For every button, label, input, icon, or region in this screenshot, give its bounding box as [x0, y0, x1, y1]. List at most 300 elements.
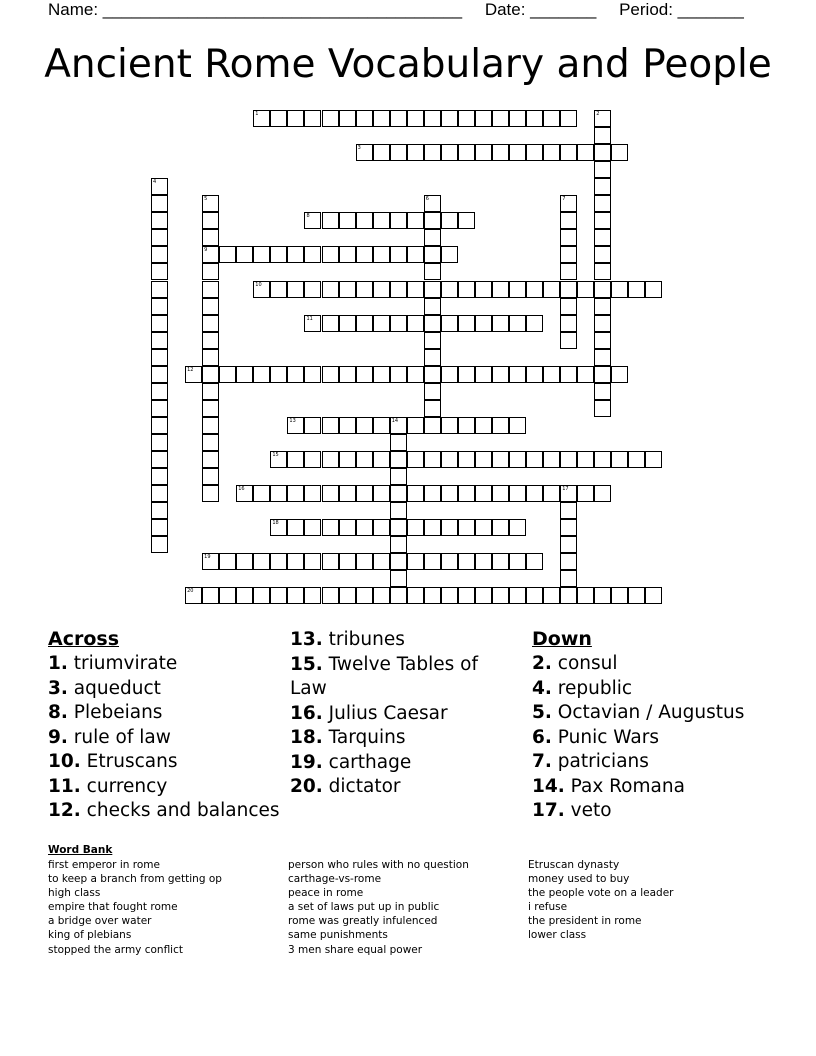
crossword-cell[interactable] — [441, 110, 458, 127]
crossword-cell[interactable] — [526, 315, 543, 332]
crossword-cell[interactable] — [475, 485, 492, 502]
crossword-cell[interactable] — [424, 417, 441, 434]
crossword-cell[interactable] — [356, 366, 373, 383]
crossword-cell[interactable] — [339, 451, 356, 468]
crossword-cell[interactable] — [322, 281, 339, 298]
crossword-cell[interactable] — [594, 349, 611, 366]
crossword-cell[interactable] — [543, 587, 560, 604]
crossword-cell[interactable] — [458, 281, 475, 298]
crossword-cell[interactable] — [594, 229, 611, 246]
crossword-cell[interactable] — [304, 485, 321, 502]
crossword-cell[interactable] — [560, 451, 577, 468]
crossword-cell[interactable] — [304, 587, 321, 604]
crossword-cell[interactable] — [543, 110, 560, 127]
crossword-cell[interactable] — [390, 468, 407, 485]
crossword-cell[interactable] — [373, 246, 390, 263]
crossword-cell[interactable] — [441, 553, 458, 570]
crossword-cell[interactable] — [475, 519, 492, 536]
crossword-cell[interactable] — [287, 417, 304, 434]
crossword-cell[interactable] — [202, 298, 219, 315]
crossword-cell[interactable] — [560, 536, 577, 553]
crossword-cell[interactable] — [458, 366, 475, 383]
crossword-cell[interactable] — [390, 536, 407, 553]
crossword-cell[interactable] — [509, 587, 526, 604]
crossword-cell[interactable] — [390, 417, 407, 434]
crossword-cell[interactable] — [424, 349, 441, 366]
crossword-cell[interactable] — [322, 315, 339, 332]
crossword-cell[interactable] — [373, 281, 390, 298]
crossword-cell[interactable] — [441, 212, 458, 229]
crossword-cell[interactable] — [373, 519, 390, 536]
crossword-cell[interactable] — [645, 451, 662, 468]
crossword-cell[interactable] — [577, 366, 594, 383]
crossword-cell[interactable] — [151, 246, 168, 263]
crossword-cell[interactable] — [492, 553, 509, 570]
crossword-cell[interactable] — [492, 485, 509, 502]
crossword-cell[interactable] — [492, 281, 509, 298]
crossword-cell[interactable] — [202, 553, 219, 570]
crossword-cell[interactable] — [407, 281, 424, 298]
crossword-cell[interactable] — [373, 485, 390, 502]
crossword-cell[interactable] — [424, 144, 441, 161]
crossword-cell[interactable] — [543, 281, 560, 298]
crossword-cell[interactable] — [526, 366, 543, 383]
crossword-cell[interactable] — [458, 315, 475, 332]
crossword-cell[interactable] — [458, 553, 475, 570]
crossword-cell[interactable] — [202, 366, 219, 383]
crossword-cell[interactable] — [526, 485, 543, 502]
crossword-cell[interactable] — [322, 417, 339, 434]
crossword-cell[interactable] — [202, 587, 219, 604]
crossword-cell[interactable] — [492, 451, 509, 468]
crossword-cell[interactable] — [594, 298, 611, 315]
crossword-cell[interactable] — [304, 246, 321, 263]
crossword-cell[interactable] — [219, 587, 236, 604]
crossword-cell[interactable] — [543, 485, 560, 502]
crossword-cell[interactable] — [390, 281, 407, 298]
crossword-cell[interactable] — [560, 332, 577, 349]
crossword-cell[interactable] — [236, 485, 253, 502]
crossword-cell[interactable] — [202, 349, 219, 366]
crossword-cell[interactable] — [526, 587, 543, 604]
crossword-cell[interactable] — [356, 110, 373, 127]
crossword-cell[interactable] — [151, 417, 168, 434]
crossword-cell[interactable] — [628, 587, 645, 604]
crossword-cell[interactable] — [594, 315, 611, 332]
crossword-cell[interactable] — [373, 587, 390, 604]
crossword-cell[interactable] — [407, 110, 424, 127]
crossword-cell[interactable] — [304, 281, 321, 298]
crossword-cell[interactable] — [577, 144, 594, 161]
crossword-cell[interactable] — [270, 281, 287, 298]
crossword-cell[interactable] — [407, 366, 424, 383]
crossword-cell[interactable] — [543, 366, 560, 383]
crossword-cell[interactable] — [424, 485, 441, 502]
crossword-cell[interactable] — [475, 281, 492, 298]
crossword-cell[interactable] — [202, 417, 219, 434]
crossword-cell[interactable] — [560, 553, 577, 570]
crossword-cell[interactable] — [339, 587, 356, 604]
crossword-cell[interactable] — [407, 212, 424, 229]
crossword-cell[interactable] — [594, 400, 611, 417]
crossword-cell[interactable] — [407, 587, 424, 604]
crossword-cell[interactable] — [185, 366, 202, 383]
crossword-cell[interactable] — [424, 263, 441, 280]
crossword-cell[interactable] — [628, 451, 645, 468]
crossword-cell[interactable] — [611, 366, 628, 383]
crossword-cell[interactable] — [509, 485, 526, 502]
crossword-cell[interactable] — [287, 485, 304, 502]
crossword-cell[interactable] — [373, 451, 390, 468]
crossword-cell[interactable] — [628, 281, 645, 298]
crossword-cell[interactable] — [611, 281, 628, 298]
crossword-cell[interactable] — [441, 587, 458, 604]
crossword-cell[interactable] — [304, 417, 321, 434]
crossword-cell[interactable] — [373, 417, 390, 434]
crossword-cell[interactable] — [475, 417, 492, 434]
crossword-cell[interactable] — [424, 451, 441, 468]
crossword-cell[interactable] — [373, 315, 390, 332]
crossword-cell[interactable] — [151, 434, 168, 451]
crossword-cell[interactable] — [475, 451, 492, 468]
crossword-cell[interactable] — [390, 212, 407, 229]
crossword-cell[interactable] — [424, 212, 441, 229]
crossword-cell[interactable] — [594, 246, 611, 263]
crossword-cell[interactable] — [151, 451, 168, 468]
crossword-cell[interactable] — [424, 315, 441, 332]
crossword-cell[interactable] — [407, 246, 424, 263]
crossword-cell[interactable] — [407, 485, 424, 502]
crossword-cell[interactable] — [594, 366, 611, 383]
crossword-cell[interactable] — [151, 400, 168, 417]
crossword-cell[interactable] — [339, 366, 356, 383]
crossword-cell[interactable] — [304, 553, 321, 570]
crossword-cell[interactable] — [356, 485, 373, 502]
crossword-cell[interactable] — [509, 315, 526, 332]
crossword-cell[interactable] — [151, 315, 168, 332]
crossword-cell[interactable] — [560, 298, 577, 315]
crossword-cell[interactable] — [560, 110, 577, 127]
crossword-cell[interactable] — [475, 553, 492, 570]
crossword-cell[interactable] — [424, 229, 441, 246]
crossword-cell[interactable] — [441, 281, 458, 298]
crossword-cell[interactable] — [611, 587, 628, 604]
crossword-cell[interactable] — [492, 519, 509, 536]
crossword-cell[interactable] — [151, 332, 168, 349]
crossword-cell[interactable] — [356, 212, 373, 229]
crossword-cell[interactable] — [339, 553, 356, 570]
crossword-cell[interactable] — [594, 587, 611, 604]
crossword-cell[interactable] — [151, 519, 168, 536]
name-field-label[interactable]: Name: ______________________________________ — [48, 0, 463, 19]
crossword-cell[interactable] — [424, 298, 441, 315]
crossword-cell[interactable] — [356, 519, 373, 536]
crossword-cell[interactable] — [151, 212, 168, 229]
crossword-cell[interactable] — [509, 519, 526, 536]
crossword-cell[interactable] — [219, 246, 236, 263]
crossword-cell[interactable] — [560, 246, 577, 263]
crossword-cell[interactable] — [322, 553, 339, 570]
crossword-cell[interactable] — [492, 110, 509, 127]
crossword-cell[interactable] — [594, 485, 611, 502]
crossword-cell[interactable] — [202, 383, 219, 400]
crossword-cell[interactable] — [304, 110, 321, 127]
crossword-cell[interactable] — [151, 195, 168, 212]
crossword-cell[interactable] — [645, 587, 662, 604]
crossword-cell[interactable] — [509, 451, 526, 468]
crossword-cell[interactable] — [151, 349, 168, 366]
crossword-cell[interactable] — [424, 519, 441, 536]
crossword-cell[interactable] — [407, 553, 424, 570]
crossword-cell[interactable] — [373, 144, 390, 161]
crossword-cell[interactable] — [219, 553, 236, 570]
crossword-cell[interactable] — [339, 212, 356, 229]
crossword-cell[interactable] — [458, 417, 475, 434]
crossword-cell[interactable] — [543, 451, 560, 468]
crossword-cell[interactable] — [424, 332, 441, 349]
crossword-cell[interactable] — [151, 468, 168, 485]
crossword-cell[interactable] — [407, 519, 424, 536]
crossword-cell[interactable] — [509, 366, 526, 383]
crossword-cell[interactable] — [322, 485, 339, 502]
crossword-cell[interactable] — [560, 195, 577, 212]
crossword-cell[interactable] — [287, 553, 304, 570]
crossword-cell[interactable] — [390, 502, 407, 519]
crossword-cell[interactable] — [594, 178, 611, 195]
crossword-cell[interactable] — [441, 519, 458, 536]
crossword-cell[interactable] — [339, 417, 356, 434]
crossword-cell[interactable] — [322, 366, 339, 383]
crossword-cell[interactable] — [322, 587, 339, 604]
crossword-cell[interactable] — [594, 451, 611, 468]
crossword-cell[interactable] — [526, 144, 543, 161]
crossword-cell[interactable] — [560, 212, 577, 229]
crossword-cell[interactable] — [202, 332, 219, 349]
crossword-cell[interactable] — [560, 502, 577, 519]
crossword-cell[interactable] — [356, 246, 373, 263]
crossword-cell[interactable] — [560, 144, 577, 161]
crossword-cell[interactable] — [560, 281, 577, 298]
crossword-cell[interactable] — [407, 417, 424, 434]
crossword-cell[interactable] — [390, 553, 407, 570]
crossword-cell[interactable] — [611, 451, 628, 468]
crossword-cell[interactable] — [611, 144, 628, 161]
crossword-cell[interactable] — [270, 246, 287, 263]
crossword-cell[interactable] — [322, 246, 339, 263]
crossword-cell[interactable] — [304, 315, 321, 332]
crossword-cell[interactable] — [492, 144, 509, 161]
crossword-cell[interactable] — [151, 281, 168, 298]
crossword-cell[interactable] — [458, 144, 475, 161]
crossword-cell[interactable] — [373, 212, 390, 229]
crossword-cell[interactable] — [151, 229, 168, 246]
crossword-cell[interactable] — [526, 451, 543, 468]
crossword-cell[interactable] — [339, 519, 356, 536]
crossword-cell[interactable] — [509, 144, 526, 161]
crossword-cell[interactable] — [373, 110, 390, 127]
crossword-cell[interactable] — [543, 144, 560, 161]
crossword-cell[interactable] — [253, 485, 270, 502]
crossword-cell[interactable] — [304, 366, 321, 383]
crossword-cell[interactable] — [458, 485, 475, 502]
crossword-cell[interactable] — [458, 110, 475, 127]
crossword-cell[interactable] — [287, 110, 304, 127]
crossword-cell[interactable] — [322, 110, 339, 127]
crossword-cell[interactable] — [526, 110, 543, 127]
crossword-cell[interactable] — [270, 451, 287, 468]
crossword-cell[interactable] — [151, 366, 168, 383]
crossword-cell[interactable] — [304, 212, 321, 229]
crossword-cell[interactable] — [492, 417, 509, 434]
crossword-cell[interactable] — [202, 281, 219, 298]
crossword-cell[interactable] — [509, 281, 526, 298]
crossword-cell[interactable] — [560, 229, 577, 246]
crossword-cell[interactable] — [390, 315, 407, 332]
crossword-cell[interactable] — [577, 485, 594, 502]
crossword-cell[interactable] — [202, 195, 219, 212]
crossword-cell[interactable] — [560, 570, 577, 587]
crossword-cell[interactable] — [151, 502, 168, 519]
crossword-cell[interactable] — [407, 315, 424, 332]
crossword-cell[interactable] — [594, 332, 611, 349]
crossword-cell[interactable] — [577, 451, 594, 468]
crossword-cell[interactable] — [594, 281, 611, 298]
crossword-cell[interactable] — [424, 195, 441, 212]
crossword-cell[interactable] — [458, 451, 475, 468]
crossword-cell[interactable] — [424, 366, 441, 383]
crossword-cell[interactable] — [492, 315, 509, 332]
crossword-cell[interactable] — [339, 246, 356, 263]
crossword-cell[interactable] — [458, 212, 475, 229]
crossword-cell[interactable] — [270, 553, 287, 570]
crossword-cell[interactable] — [645, 281, 662, 298]
crossword-cell[interactable] — [253, 246, 270, 263]
crossword-cell[interactable] — [594, 263, 611, 280]
crossword-cell[interactable] — [577, 587, 594, 604]
crossword-cell[interactable] — [441, 144, 458, 161]
crossword-cell[interactable] — [424, 553, 441, 570]
crossword-cell[interactable] — [339, 281, 356, 298]
crossword-cell[interactable] — [356, 587, 373, 604]
crossword-cell[interactable] — [458, 519, 475, 536]
crossword-cell[interactable] — [475, 587, 492, 604]
crossword-cell[interactable] — [560, 587, 577, 604]
crossword-cell[interactable] — [509, 110, 526, 127]
crossword-cell[interactable] — [322, 212, 339, 229]
crossword-cell[interactable] — [356, 553, 373, 570]
crossword-cell[interactable] — [270, 366, 287, 383]
crossword-cell[interactable] — [236, 553, 253, 570]
crossword-cell[interactable] — [151, 536, 168, 553]
crossword-cell[interactable] — [270, 519, 287, 536]
crossword-cell[interactable] — [253, 366, 270, 383]
crossword-cell[interactable] — [219, 366, 236, 383]
crossword-cell[interactable] — [287, 451, 304, 468]
crossword-cell[interactable] — [322, 519, 339, 536]
crossword-cell[interactable] — [253, 281, 270, 298]
crossword-cell[interactable] — [560, 519, 577, 536]
crossword-cell[interactable] — [287, 281, 304, 298]
crossword-cell[interactable] — [390, 451, 407, 468]
crossword-cell[interactable] — [236, 587, 253, 604]
crossword-cell[interactable] — [270, 587, 287, 604]
crossword-cell[interactable] — [356, 281, 373, 298]
crossword-cell[interactable] — [202, 468, 219, 485]
crossword-cell[interactable] — [424, 281, 441, 298]
crossword-cell[interactable] — [339, 315, 356, 332]
crossword-cell[interactable] — [287, 519, 304, 536]
crossword-cell[interactable] — [287, 587, 304, 604]
crossword-cell[interactable] — [287, 366, 304, 383]
crossword-cell[interactable] — [202, 315, 219, 332]
crossword-cell[interactable] — [202, 434, 219, 451]
crossword-cell[interactable] — [390, 366, 407, 383]
crossword-cell[interactable] — [202, 400, 219, 417]
crossword-cell[interactable] — [390, 246, 407, 263]
crossword-cell[interactable] — [424, 383, 441, 400]
period-field-label[interactable]: Period: _______ — [619, 0, 744, 19]
crossword-cell[interactable] — [390, 110, 407, 127]
crossword-cell[interactable] — [339, 110, 356, 127]
crossword-cell[interactable] — [390, 519, 407, 536]
crossword-cell[interactable] — [560, 315, 577, 332]
crossword-cell[interactable] — [236, 366, 253, 383]
crossword-cell[interactable] — [492, 366, 509, 383]
crossword-cell[interactable] — [151, 178, 168, 195]
crossword-cell[interactable] — [151, 485, 168, 502]
crossword-cell[interactable] — [594, 212, 611, 229]
crossword-cell[interactable] — [236, 246, 253, 263]
crossword-cell[interactable] — [390, 144, 407, 161]
crossword-cell[interactable] — [253, 110, 270, 127]
crossword-cell[interactable] — [594, 110, 611, 127]
crossword-cell[interactable] — [475, 315, 492, 332]
crossword-cell[interactable] — [304, 451, 321, 468]
crossword-cell[interactable] — [270, 485, 287, 502]
crossword-cell[interactable] — [390, 485, 407, 502]
crossword-cell[interactable] — [356, 451, 373, 468]
crossword-cell[interactable] — [441, 315, 458, 332]
crossword-cell[interactable] — [492, 587, 509, 604]
crossword-cell[interactable] — [356, 315, 373, 332]
crossword-cell[interactable] — [560, 366, 577, 383]
crossword-cell[interactable] — [373, 366, 390, 383]
date-field-label[interactable]: Date: _______ — [484, 0, 597, 19]
crossword-cell[interactable] — [304, 519, 321, 536]
crossword-cell[interactable] — [253, 553, 270, 570]
crossword-cell[interactable] — [202, 246, 219, 263]
crossword-cell[interactable] — [594, 127, 611, 144]
crossword-cell[interactable] — [390, 570, 407, 587]
crossword-cell[interactable] — [339, 485, 356, 502]
crossword-cell[interactable] — [270, 110, 287, 127]
crossword-cell[interactable] — [202, 212, 219, 229]
crossword-cell[interactable] — [441, 417, 458, 434]
crossword-cell[interactable] — [594, 161, 611, 178]
crossword-cell[interactable] — [526, 281, 543, 298]
crossword-cell[interactable] — [424, 400, 441, 417]
crossword-cell[interactable] — [202, 485, 219, 502]
crossword-cell[interactable] — [509, 553, 526, 570]
crossword-cell[interactable] — [560, 485, 577, 502]
crossword-cell[interactable] — [458, 587, 475, 604]
crossword-cell[interactable] — [356, 144, 373, 161]
crossword-cell[interactable] — [441, 246, 458, 263]
crossword-cell[interactable] — [594, 195, 611, 212]
crossword-cell[interactable] — [424, 587, 441, 604]
crossword-cell[interactable] — [390, 587, 407, 604]
crossword-cell[interactable] — [475, 144, 492, 161]
